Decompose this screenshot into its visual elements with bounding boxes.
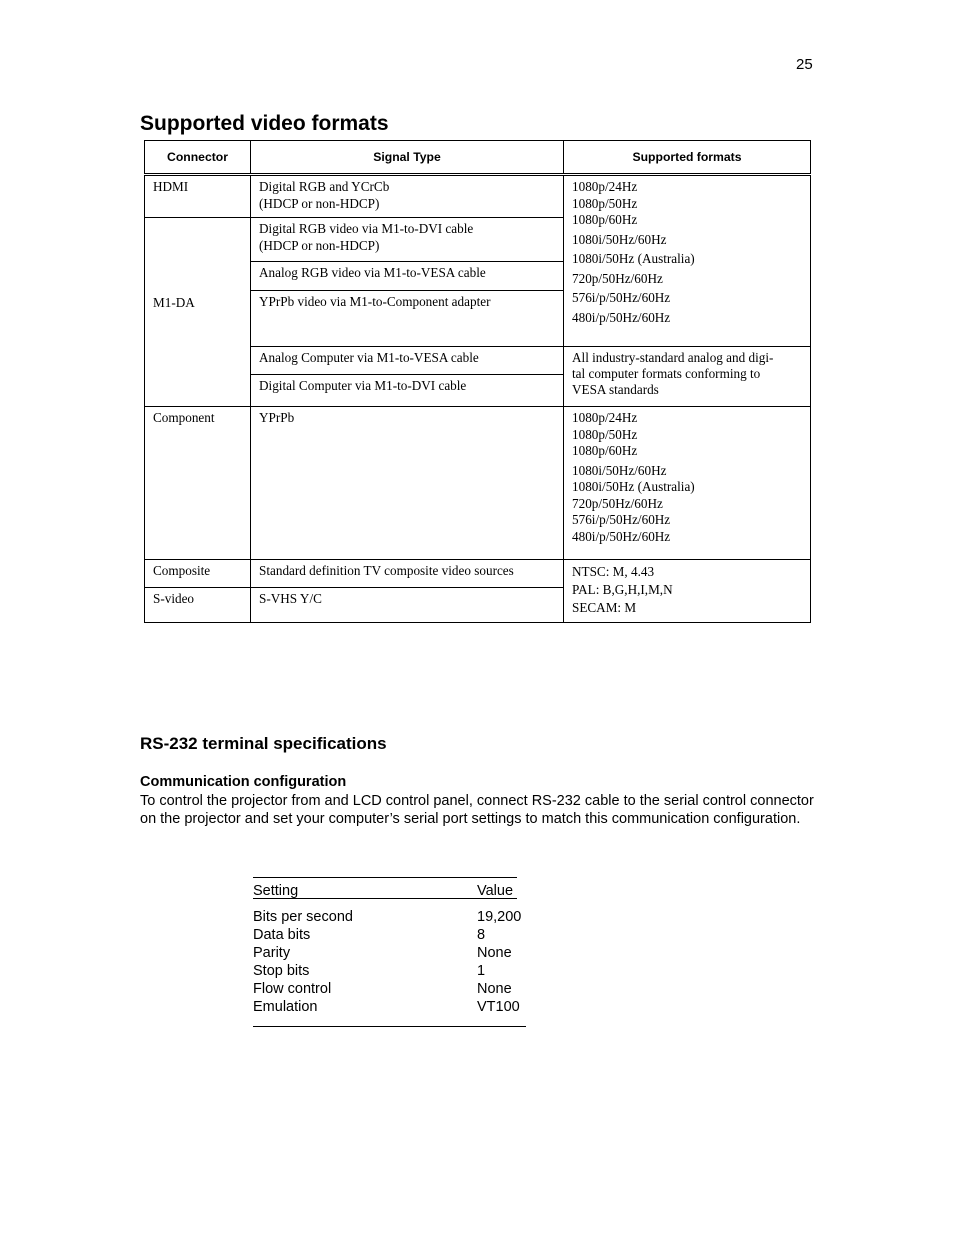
signal-hdmi-line1: Digital RGB and YCrCb xyxy=(259,179,390,194)
signal-m1-component: YPrPb video via M1-to-Component adapter xyxy=(259,294,491,309)
signal-digital-computer: Digital Computer via M1-to-DVI cable xyxy=(259,378,467,393)
format-item: 1080p/60Hz xyxy=(572,443,638,458)
connector-cell xyxy=(145,588,251,623)
connector-cell xyxy=(145,407,251,560)
format-item: 1080i/50Hz (Australia) xyxy=(572,479,695,494)
formats-digital-video-cell xyxy=(564,175,811,347)
settings-bottom-rule xyxy=(253,1026,526,1027)
signal-cell xyxy=(251,175,564,218)
table-row xyxy=(145,175,811,218)
table-row xyxy=(145,407,811,560)
formats-component-cell xyxy=(564,407,811,560)
setting-name: Emulation xyxy=(253,999,318,1015)
table-header-row xyxy=(145,141,811,175)
signal-component: YPrPb xyxy=(259,410,295,425)
signal-cell xyxy=(251,407,564,560)
signal-cell xyxy=(251,375,564,407)
setting-value: None xyxy=(477,945,512,961)
connector-cell xyxy=(145,175,251,218)
format-item: SECAM: M xyxy=(572,600,637,615)
section-title: Supported video formats xyxy=(140,112,389,135)
format-item: 720p/50Hz/60Hz xyxy=(572,495,663,511)
setting-name: Stop bits xyxy=(253,963,310,979)
format-item: tal computer formats conforming to xyxy=(572,366,761,381)
signal-m1-vesa-analog: Analog RGB video via M1-to-VESA cable xyxy=(259,265,486,280)
signal-composite: Standard definition TV composite video sources xyxy=(259,563,514,578)
header-signal-type: Signal Type xyxy=(251,141,564,175)
setting-value: 19,200 xyxy=(477,909,522,925)
page-number: 25 xyxy=(796,56,813,73)
format-item: PAL: B,G,H,I,M,N xyxy=(572,582,673,597)
connector-cell xyxy=(145,560,251,588)
signal-svideo: S-VHS Y/C xyxy=(259,591,322,606)
signal-cell xyxy=(251,347,564,375)
rs232-subtitle: Communication configuration xyxy=(140,774,347,790)
setting-name: Data bits xyxy=(253,927,311,943)
format-item: 1080p/60Hz xyxy=(572,212,638,227)
formats-composite-cell xyxy=(564,560,811,623)
format-item: All industry-standard analog and digi- xyxy=(572,350,774,365)
setting-value: VT100 xyxy=(477,999,520,1015)
rs232-title: RS-232 terminal specifications xyxy=(140,734,387,753)
video-formats-table xyxy=(144,140,811,623)
settings-top-rule xyxy=(253,877,517,878)
rs232-paragraph: To control the projector from and LCD control panel, connect RS-232 cable to the serial control connector on the projector and set your computer’s serial port settings to match this communication configuration. xyxy=(140,793,814,827)
setting-name: Parity xyxy=(253,945,291,961)
connector-composite: Composite xyxy=(153,563,211,578)
setting-name: Bits per second xyxy=(253,909,353,925)
setting-value: 8 xyxy=(477,927,486,943)
formats-computer-cell xyxy=(564,347,811,407)
format-item: 1080p/24Hz xyxy=(572,179,638,194)
setting-value: 1 xyxy=(477,963,486,979)
settings-header-setting: Setting xyxy=(253,883,299,899)
connector-svideo: S-video xyxy=(153,591,195,606)
signal-cell xyxy=(251,291,564,347)
setting-name: Flow control xyxy=(253,981,332,997)
format-item: 1080i/50Hz/60Hz xyxy=(572,462,667,478)
format-item: 1080p/50Hz xyxy=(572,195,638,211)
format-item: 576i/p/50Hz/60Hz xyxy=(572,290,671,305)
format-item: 480i/p/50Hz/60Hz xyxy=(572,528,671,544)
signal-analog-computer: Analog Computer via M1-to-VESA cable xyxy=(259,350,479,365)
setting-value: None xyxy=(477,981,512,997)
signal-cell xyxy=(251,218,564,262)
connector-component: Component xyxy=(153,410,215,425)
signal-cell xyxy=(251,560,564,588)
format-item: 1080i/50Hz (Australia) xyxy=(572,251,695,266)
format-item: 1080i/50Hz/60Hz xyxy=(572,231,667,247)
header-supported-formats: Supported formats xyxy=(564,141,811,175)
signal-m1-dvi-line1: Digital RGB video via M1-to-DVI cable xyxy=(259,221,474,236)
signal-cell xyxy=(251,262,564,291)
format-item: VESA standards xyxy=(572,382,659,397)
signal-m1-dvi-line2: (HDCP or non-HDCP) xyxy=(259,237,380,253)
format-item: 1080p/50Hz xyxy=(572,426,638,442)
connector-cell xyxy=(145,218,251,407)
table-row xyxy=(145,560,811,588)
format-item: 480i/p/50Hz/60Hz xyxy=(572,309,671,325)
format-item: 720p/50Hz/60Hz xyxy=(572,270,663,286)
header-connector: Connector xyxy=(145,141,251,175)
connector-hdmi: HDMI xyxy=(153,179,189,194)
signal-cell xyxy=(251,588,564,623)
format-item: NTSC: M, 4.43 xyxy=(572,564,655,579)
format-item: 1080p/24Hz xyxy=(572,410,638,425)
connector-m1da: M1-DA xyxy=(153,294,195,310)
signal-hdmi-line2: (HDCP or non-HDCP) xyxy=(259,195,380,211)
format-item: 576i/p/50Hz/60Hz xyxy=(572,512,671,527)
settings-header-value: Value xyxy=(477,883,514,899)
settings-header-rule xyxy=(253,898,517,899)
